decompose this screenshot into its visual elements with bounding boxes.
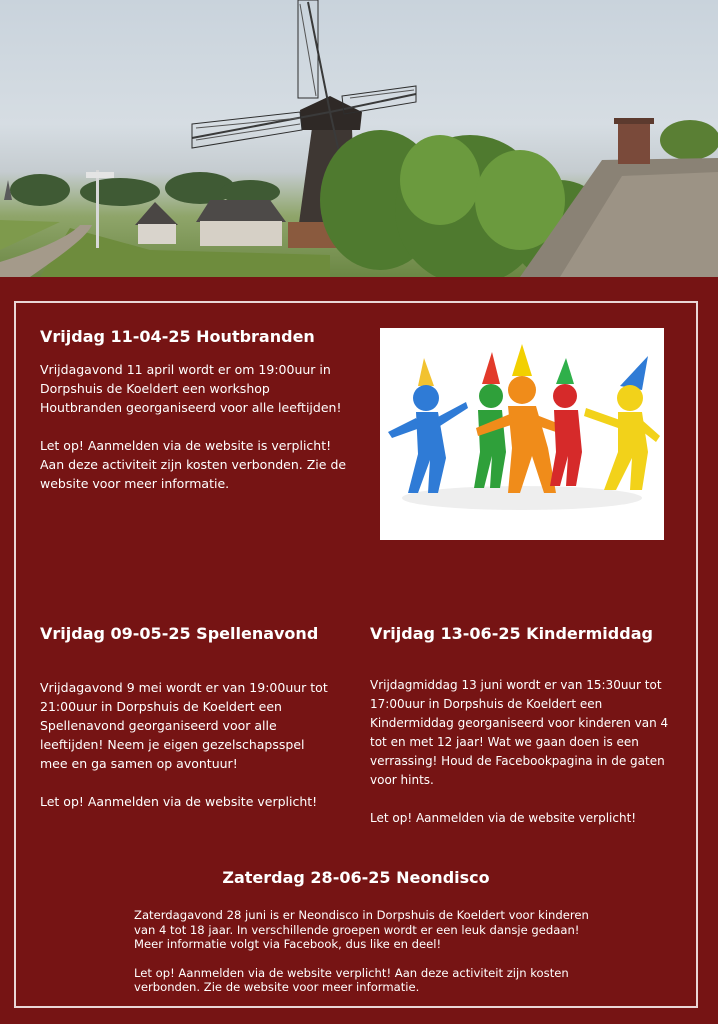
event-paragraph: Let op! Aanmelden via de website verplicht!	[370, 811, 637, 825]
event-title-spellenavond: Vrijdag 09-05-25 Spellenavond	[40, 624, 319, 643]
event-title-houtbranden: Vrijdag 11-04-25 Houtbranden	[40, 327, 315, 346]
event-paragraph: Let op! Aanmelden via de website verplicht!	[40, 794, 318, 809]
party-figures-illustration	[380, 328, 664, 540]
windmill-landscape-illustration	[0, 0, 718, 277]
event-body-neondisco	[134, 908, 604, 995]
party-figures-image	[380, 328, 664, 540]
event-title-neondisco: Zaterdag 28-06-25 Neondisco	[222, 868, 490, 887]
event-paragraph: Let op! Aanmelden via de website is verplicht! Aan deze activiteit zijn kosten verbonden. Zie de website voor meer informatie.	[40, 438, 347, 491]
hero-windmill-image	[0, 0, 718, 277]
event-body-houtbranden	[40, 360, 352, 493]
event-body-kindermiddag	[370, 676, 680, 828]
event-title-kindermiddag: Vrijdag 13-06-25 Kindermiddag	[370, 624, 653, 643]
event-paragraph: Let op! Aanmelden via de website verplicht! Aan deze activiteit zijn kosten verbonden. Zie de website voor meer informatie.	[134, 965, 569, 994]
event-paragraph: Vrijdagavond 11 april wordt er om 19:00uur in Dorpshuis de Koeldert een workshop Houtbranden georganiseerd voor alle leeftijden!	[40, 362, 342, 415]
event-paragraph: Zaterdagavond 28 juni is er Neondisco in Dorpshuis de Koeldert voor kinderen van 4 tot 18 jaar. In verschillende groepen wordt er een leuk dansje gedaan! Meer informatie volgt via Facebook, dus like en deel!	[134, 908, 589, 951]
event-paragraph: Vrijdagmiddag 13 juni wordt er van 15:30uur tot 17:00uur in Dorpshuis de Koeldert een Kindermiddag georganiseerd voor kinderen van 4 tot en met 12 jaar! Wat we gaan doen is een verrassing! Houd de Facebookpagina in de gaten voor hints.	[370, 678, 669, 787]
event-body-spellenavond	[40, 678, 335, 811]
event-paragraph: Vrijdagavond 9 mei wordt er van 19:00uur tot 21:00uur in Dorpshuis de Koeldert een Spellenavond georganiseerd voor alle leeftijden! Neem je eigen gezelschapsspel mee en ga samen op avontuur!	[40, 680, 328, 771]
